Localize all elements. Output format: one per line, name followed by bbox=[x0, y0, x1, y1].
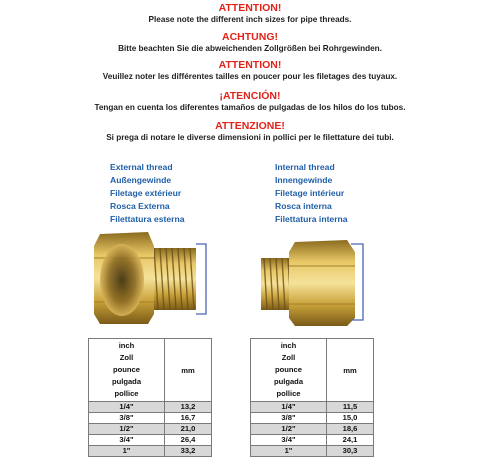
mm-cell: 26,4 bbox=[165, 435, 212, 446]
internal-thread-labels bbox=[275, 161, 348, 226]
thread-label: Außengewinde bbox=[110, 175, 172, 185]
internal-thread-fitting-image bbox=[255, 236, 375, 328]
thread-label: Filetage extérieur bbox=[110, 188, 182, 198]
table-header-mm: mm bbox=[165, 339, 212, 402]
thread-label: Filettatura esterna bbox=[110, 214, 185, 224]
notice-message: Please note the different inch sizes for pipe threads. bbox=[148, 15, 352, 24]
unit-label: pollice bbox=[276, 389, 301, 398]
unit-label: Zoll bbox=[281, 353, 296, 362]
inch-cell: 1/4" bbox=[251, 402, 327, 413]
table-row bbox=[251, 402, 374, 413]
inch-cell: 1" bbox=[89, 446, 165, 457]
notice-en bbox=[0, 2, 500, 25]
inch-cell: 3/4" bbox=[251, 435, 327, 446]
inch-cell: 1/2" bbox=[89, 424, 165, 435]
table-header-units bbox=[251, 339, 327, 402]
inch-cell: 1" bbox=[251, 446, 327, 457]
notice-heading: ATTENTION! bbox=[218, 2, 282, 14]
table-row bbox=[89, 402, 212, 413]
inch-cell: 3/8" bbox=[251, 413, 327, 424]
thread-label: Rosca interna bbox=[275, 201, 332, 211]
unit-label: pounce bbox=[274, 365, 302, 374]
unit-label: inch bbox=[280, 341, 297, 350]
inch-cell: 3/8" bbox=[89, 413, 165, 424]
mm-cell: 16,7 bbox=[165, 413, 212, 424]
unit-label: Zoll bbox=[119, 353, 134, 362]
inch-cell: 1/4" bbox=[89, 402, 165, 413]
unit-label: pulgada bbox=[111, 377, 142, 386]
inch-cell: 3/4" bbox=[89, 435, 165, 446]
mm-cell: 18,6 bbox=[327, 424, 374, 435]
external-thread-labels bbox=[110, 161, 185, 226]
thread-label: Internal thread bbox=[275, 162, 335, 172]
unit-label: pounce bbox=[112, 365, 140, 374]
table-row bbox=[251, 446, 374, 457]
notice-heading: ¡ATENCIÓN! bbox=[219, 90, 281, 102]
unit-label: pollice bbox=[114, 389, 139, 398]
mm-cell: 21,0 bbox=[165, 424, 212, 435]
unit-label: inch bbox=[118, 341, 135, 350]
notice-heading: ACHTUNG! bbox=[222, 31, 278, 43]
notice-heading: ATTENZIONE! bbox=[215, 120, 285, 132]
thread-label: Filettatura interna bbox=[275, 214, 348, 224]
mm-cell: 30,3 bbox=[327, 446, 374, 457]
internal-size-table bbox=[250, 338, 374, 457]
notice-message: Bitte beachten Sie die abweichenden Zollgrößen bei Rohrgewinden. bbox=[118, 44, 382, 53]
mm-cell: 15,0 bbox=[327, 413, 374, 424]
thread-label: Innengewinde bbox=[275, 175, 333, 185]
notice-it bbox=[0, 120, 500, 143]
notice-heading: ATTENTION! bbox=[218, 59, 282, 71]
thread-label: Rosca Externa bbox=[110, 201, 170, 211]
inch-cell: 1/2" bbox=[251, 424, 327, 435]
notice-de bbox=[0, 31, 500, 54]
table-row bbox=[89, 446, 212, 457]
table-row bbox=[89, 435, 212, 446]
mm-cell: 11,5 bbox=[327, 402, 374, 413]
table-row bbox=[89, 424, 212, 435]
table-row bbox=[89, 413, 212, 424]
notice-message: Si prega di notare le diverse dimensioni in pollici per le filettature dei tubi. bbox=[106, 133, 394, 142]
notice-fr bbox=[0, 59, 500, 82]
external-size-table bbox=[88, 338, 212, 457]
table-row bbox=[251, 435, 374, 446]
thread-label: Filetage intérieur bbox=[275, 188, 345, 198]
notice-message: Veuillez noter les différentes tailles en poucer pour les filetages des tuyaux. bbox=[102, 72, 398, 81]
mm-cell: 24,1 bbox=[327, 435, 374, 446]
table-row bbox=[251, 413, 374, 424]
unit-label: pulgada bbox=[273, 377, 304, 386]
external-thread-fitting-image bbox=[88, 228, 218, 328]
table-header-mm: mm bbox=[327, 339, 374, 402]
notice-es bbox=[0, 90, 500, 113]
mm-cell: 13,2 bbox=[165, 402, 212, 413]
thread-label: External thread bbox=[110, 162, 173, 172]
notice-message: Tengan en cuenta los diferentes tamaños de pulgadas de los hilos do los tubos. bbox=[94, 103, 406, 112]
table-row bbox=[251, 424, 374, 435]
mm-cell: 33,2 bbox=[165, 446, 212, 457]
table-header-units bbox=[89, 339, 165, 402]
